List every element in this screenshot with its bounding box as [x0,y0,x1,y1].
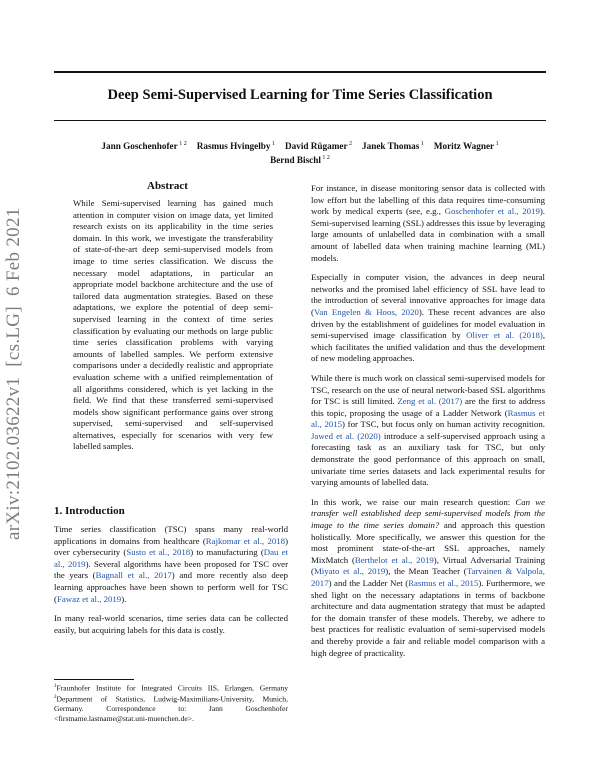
citation-link[interactable]: Rasmus et al., 2015 [311,407,545,430]
footnote-text: Fraunhofer Institute for Integrated Circuits IIS, Erlangen, Germany [56,683,288,693]
arxiv-identifier[interactable]: arXiv:2102.03622v1 [cs.LG] 6 Feb 2021 [3,207,24,540]
citation-link[interactable]: Berthelot et al., 2019 [354,554,434,565]
text-run: Time series classification (TSC) spans many real-world applications in domains from healthcare ( [54,524,288,546]
text-run: ) for TSC, but focus only on human activity recognition. [342,419,545,430]
citation-link[interactable]: Van Engelen & Hoos, 2020 [313,306,419,317]
text-run: ). Semi-supervised learning (SSL) addresses this issue by leveraging large amounts of unlabelled data in combination with a small amount of labelled data when training machine learning (ML) models. [311,206,545,263]
footnote-marker: 1 [54,684,57,689]
footnote-text: Department of Statistics, Ludwig-Maximilians-University, Munich, Germany. Correspondence to: Jann Goschenhofer <firstname.lastname@stat.uni-muenchen.de>. [54,694,288,723]
author-list [54,138,546,166]
author-name: David Rügamer $^2$ [285,141,353,152]
citation-link[interactable]: Zeng et al. (2017) [397,396,463,407]
text-run: ) and the Ladder Net ( [328,578,409,588]
text-run: ) over cybersecurity ( [54,535,288,558]
right-paragraph-3 [311,373,545,489]
text-run: ). These recent advances are also driven by the establishment of guidelines for model evaluation in semi-supervised image classification by [311,306,545,341]
author-name: Jann Goschenhofer $^{1 2}$ [101,141,187,152]
text-run: and approach this question holistically. More specifically, we answer this question for the most prominent state-of-the-art SSL approaches, namely MixMatch ( [311,520,545,565]
right-column-body [311,183,545,667]
title-bottom-rule [54,120,546,121]
abstract-heading: Abstract [147,180,188,192]
text-run: are the first to address this topic, proposing the usage of a Ladder Network ( [311,396,545,418]
author-name: Rasmus Hvingelby $^1$ [196,141,275,152]
affiliation-marker: 2 [347,141,353,147]
text-run: While there is much work on classical semi-supervised models for TSC, research on the use of neural network-based SSL algorithms for TSC is still limited. [311,372,545,407]
section-heading-introduction: 1. Introduction [54,505,125,517]
intro-paragraph-2 [54,613,288,636]
author-name: Janek Thomas $^1$ [362,141,424,152]
research-question: Can we transfer well established deep semi-supervised models from the image to the time series domain? [311,496,545,531]
text-run: In many real-world scenarios, time series data can be collected easily, but acquiring labels for this data is costly. [54,613,288,635]
paper-title: Deep Semi-Supervised Learning for Time Series Classification [107,87,493,103]
citation-link[interactable]: Bagnall et al., 2017 [95,570,172,581]
citation-link[interactable]: Tarvainen & Valpola, 2017 [311,566,545,588]
right-paragraph-2 [311,272,545,365]
text-run: Especially in computer vision, the advances in deep neural networks and the promised label efficiency of SSL have lead to the introduction of several innovative approaches for image data ( [311,272,545,317]
text-run: introduce a self-supervised approach using a forecasting task as an auxiliary task for TSC, but only demonstrate the good performance of this approach on small, univariate time series datasets and lack experimental results for varying amounts of labelled data. [311,430,546,488]
footnote-marker: 2 [54,695,57,701]
text-run: ), the Mean Teacher ( [385,566,467,577]
text-run: For instance, in disease monitoring sensor data is collected with low effort but the labelling of this data requires time-consuming work by medical experts (see, e.g., [311,183,545,217]
affiliation-marker: 1 [419,141,424,147]
text-run: In this work, we raise our main research question: [311,496,516,507]
abstract-text: While Semi-supervised learning has gained much attention in computer vision on image data, yet limited research exists on its applicability in the time series domain. In this work, we investigate the transferability of state-of-the-art deep semi-supervised models from image to time series classification. We discuss the necessary model adaptations, in particular an appropriate model backbone architecture and the use of tailored data augmentation strategies. Based on these adaptations, we explore the potential of deep semi-supervised learning in the context of time series classification by evaluating our methods on large public time series classification problems with varying amounts of labelled samples. We perform extensive comparisons under a decidedly realistic and appropriate evaluation scheme with a unified reimplementation of all algorithms considered, which is yet lacking in the field. We find that these transferred semi-supervised models show significant performance gains over strong supervised, semi-supervised and self-supervised alternatives, especially for scenarios with very few labelled samples. [73,198,273,452]
citation-link[interactable]: Goschenhofer et al., 2019 [444,206,540,217]
affiliation-marker: 1 [270,141,275,147]
text-run: ). Furthermore, we shed light on the necessary adaptations in terms of backbone architecture and data augmentation strategy that must be adapted for the domain transfer of these models. Thereby, we adhere to best practices for realistic evaluation of semi-supervised models and thereby provide a fair and reliable model comparison with a high degree of practicality. [311,578,545,658]
title-top-rule [54,71,546,73]
text-run: ). [121,593,127,604]
intro-paragraph-1 [54,524,288,605]
text-run: ), Virtual Adversarial Training ( [311,554,545,577]
text-run: ) to manufacturing ( [190,547,264,558]
author-name: Bernd Bischl $^{1 2}$ [270,155,330,166]
text-run: ). Several algorithms have been proposed for TSC over the years ( [54,558,288,581]
right-paragraph-1 [311,183,545,264]
author-name: Moritz Wagner $^1$ [433,141,499,152]
text-run: , which facilitates the unified validation and thus the development of new modeling approaches. [311,330,546,364]
footnote-rule [54,679,134,680]
citation-link[interactable]: Oliver et al. (2018) [466,330,543,341]
citation-link[interactable]: Jawed et al. (2020) [311,430,381,441]
citation-link[interactable]: Miyato et al., 2019 [313,566,386,577]
affiliation-footnote [54,682,288,723]
text-run: ) and more recently also deep learning approaches have been shown to perform well for TSC ( [54,570,289,604]
right-paragraph-4 [311,497,545,659]
citation-link[interactable]: Rajkomar et al., 2018 [205,535,286,546]
left-column-body [54,524,288,644]
citation-link[interactable]: Dau et al., 2019 [54,547,288,569]
affiliation-marker: 1 2 [177,141,187,147]
affiliation-marker: 1 2 [320,155,330,162]
citation-link[interactable]: Susto et al., 2018 [126,547,191,558]
citation-link[interactable]: Fawaz et al., 2019 [56,593,122,604]
affiliation-marker: 1 [494,141,499,147]
citation-link[interactable]: Rasmus et al., 2015 [408,578,479,588]
